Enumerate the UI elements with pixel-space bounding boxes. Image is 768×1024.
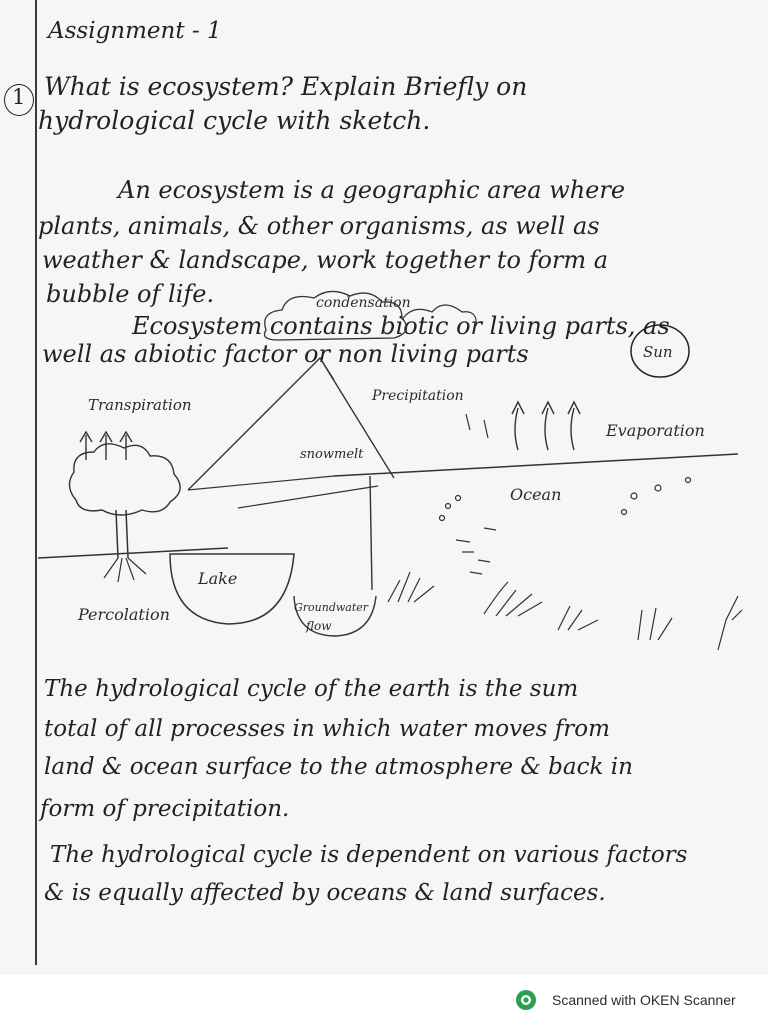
answer-line-3: weather & landscape, work together to form a bbox=[42, 246, 609, 274]
cycle-line-6: & is equally affected by oceans & land surfaces. bbox=[44, 880, 606, 906]
answer-line-6: well as abiotic factor or non living parts bbox=[42, 340, 529, 368]
transpiration-label: Transpiration bbox=[88, 396, 192, 414]
ocean-label: Ocean bbox=[510, 485, 562, 504]
margin-line bbox=[35, 0, 37, 965]
ocean-bubbles bbox=[440, 478, 691, 521]
cycle-line-3: land & ocean surface to the atmosphere & back in bbox=[44, 754, 633, 780]
evaporation-arrows bbox=[512, 402, 580, 450]
answer-line-4: bubble of life. bbox=[46, 280, 215, 308]
cycle-line-4: form of precipitation. bbox=[40, 796, 290, 822]
seabed-plants bbox=[388, 572, 742, 650]
tree-trunk bbox=[116, 510, 128, 558]
condensation-cloud-2 bbox=[402, 305, 476, 326]
fish-marks bbox=[456, 528, 496, 574]
scanner-watermark-text: Scanned with OKEN Scanner bbox=[552, 992, 736, 1008]
condensation-label: condensation bbox=[316, 295, 411, 311]
cycle-line-2: total of all processes in which water moves from bbox=[44, 716, 610, 742]
coast-line bbox=[370, 476, 372, 590]
assignment-title: Assignment - 1 bbox=[48, 18, 222, 44]
hydrological-cycle-sketch bbox=[38, 290, 763, 652]
cycle-line-1: The hydrological cycle of the earth is the sum bbox=[44, 676, 579, 702]
precipitation-lines bbox=[466, 414, 488, 438]
snowmelt-label: snowmelt bbox=[300, 447, 364, 462]
question-line-2: hydrological cycle with sketch. bbox=[38, 106, 431, 135]
tree-roots bbox=[104, 558, 146, 582]
cycle-line-5: The hydrological cycle is dependent on various factors bbox=[50, 842, 688, 868]
answer-line-1: An ecosystem is a geographic area where bbox=[118, 176, 626, 204]
lake-label: Lake bbox=[198, 569, 238, 588]
transpiration-arrows bbox=[80, 432, 132, 460]
mountain-base bbox=[188, 476, 378, 508]
percolation-label: Percolation bbox=[78, 605, 170, 624]
question-line-1: What is ecosystem? Explain Briefly on bbox=[44, 72, 528, 101]
answer-line-5: Ecosystem contains biotic or living parts, as bbox=[132, 312, 670, 340]
groundwater-label-2: flow bbox=[306, 619, 332, 633]
oken-scanner-logo-icon bbox=[515, 989, 537, 1011]
lake bbox=[170, 554, 294, 624]
evaporation-label: Evaporation bbox=[606, 421, 705, 440]
mountain bbox=[188, 358, 394, 490]
groundwater-label-1: Groundwater bbox=[294, 601, 369, 614]
sun-label: Sun bbox=[643, 343, 673, 361]
precipitation-label: Precipitation bbox=[372, 388, 464, 404]
question-number: 1 bbox=[12, 85, 26, 109]
answer-line-2: plants, animals, & other organisms, as well as bbox=[38, 212, 600, 240]
